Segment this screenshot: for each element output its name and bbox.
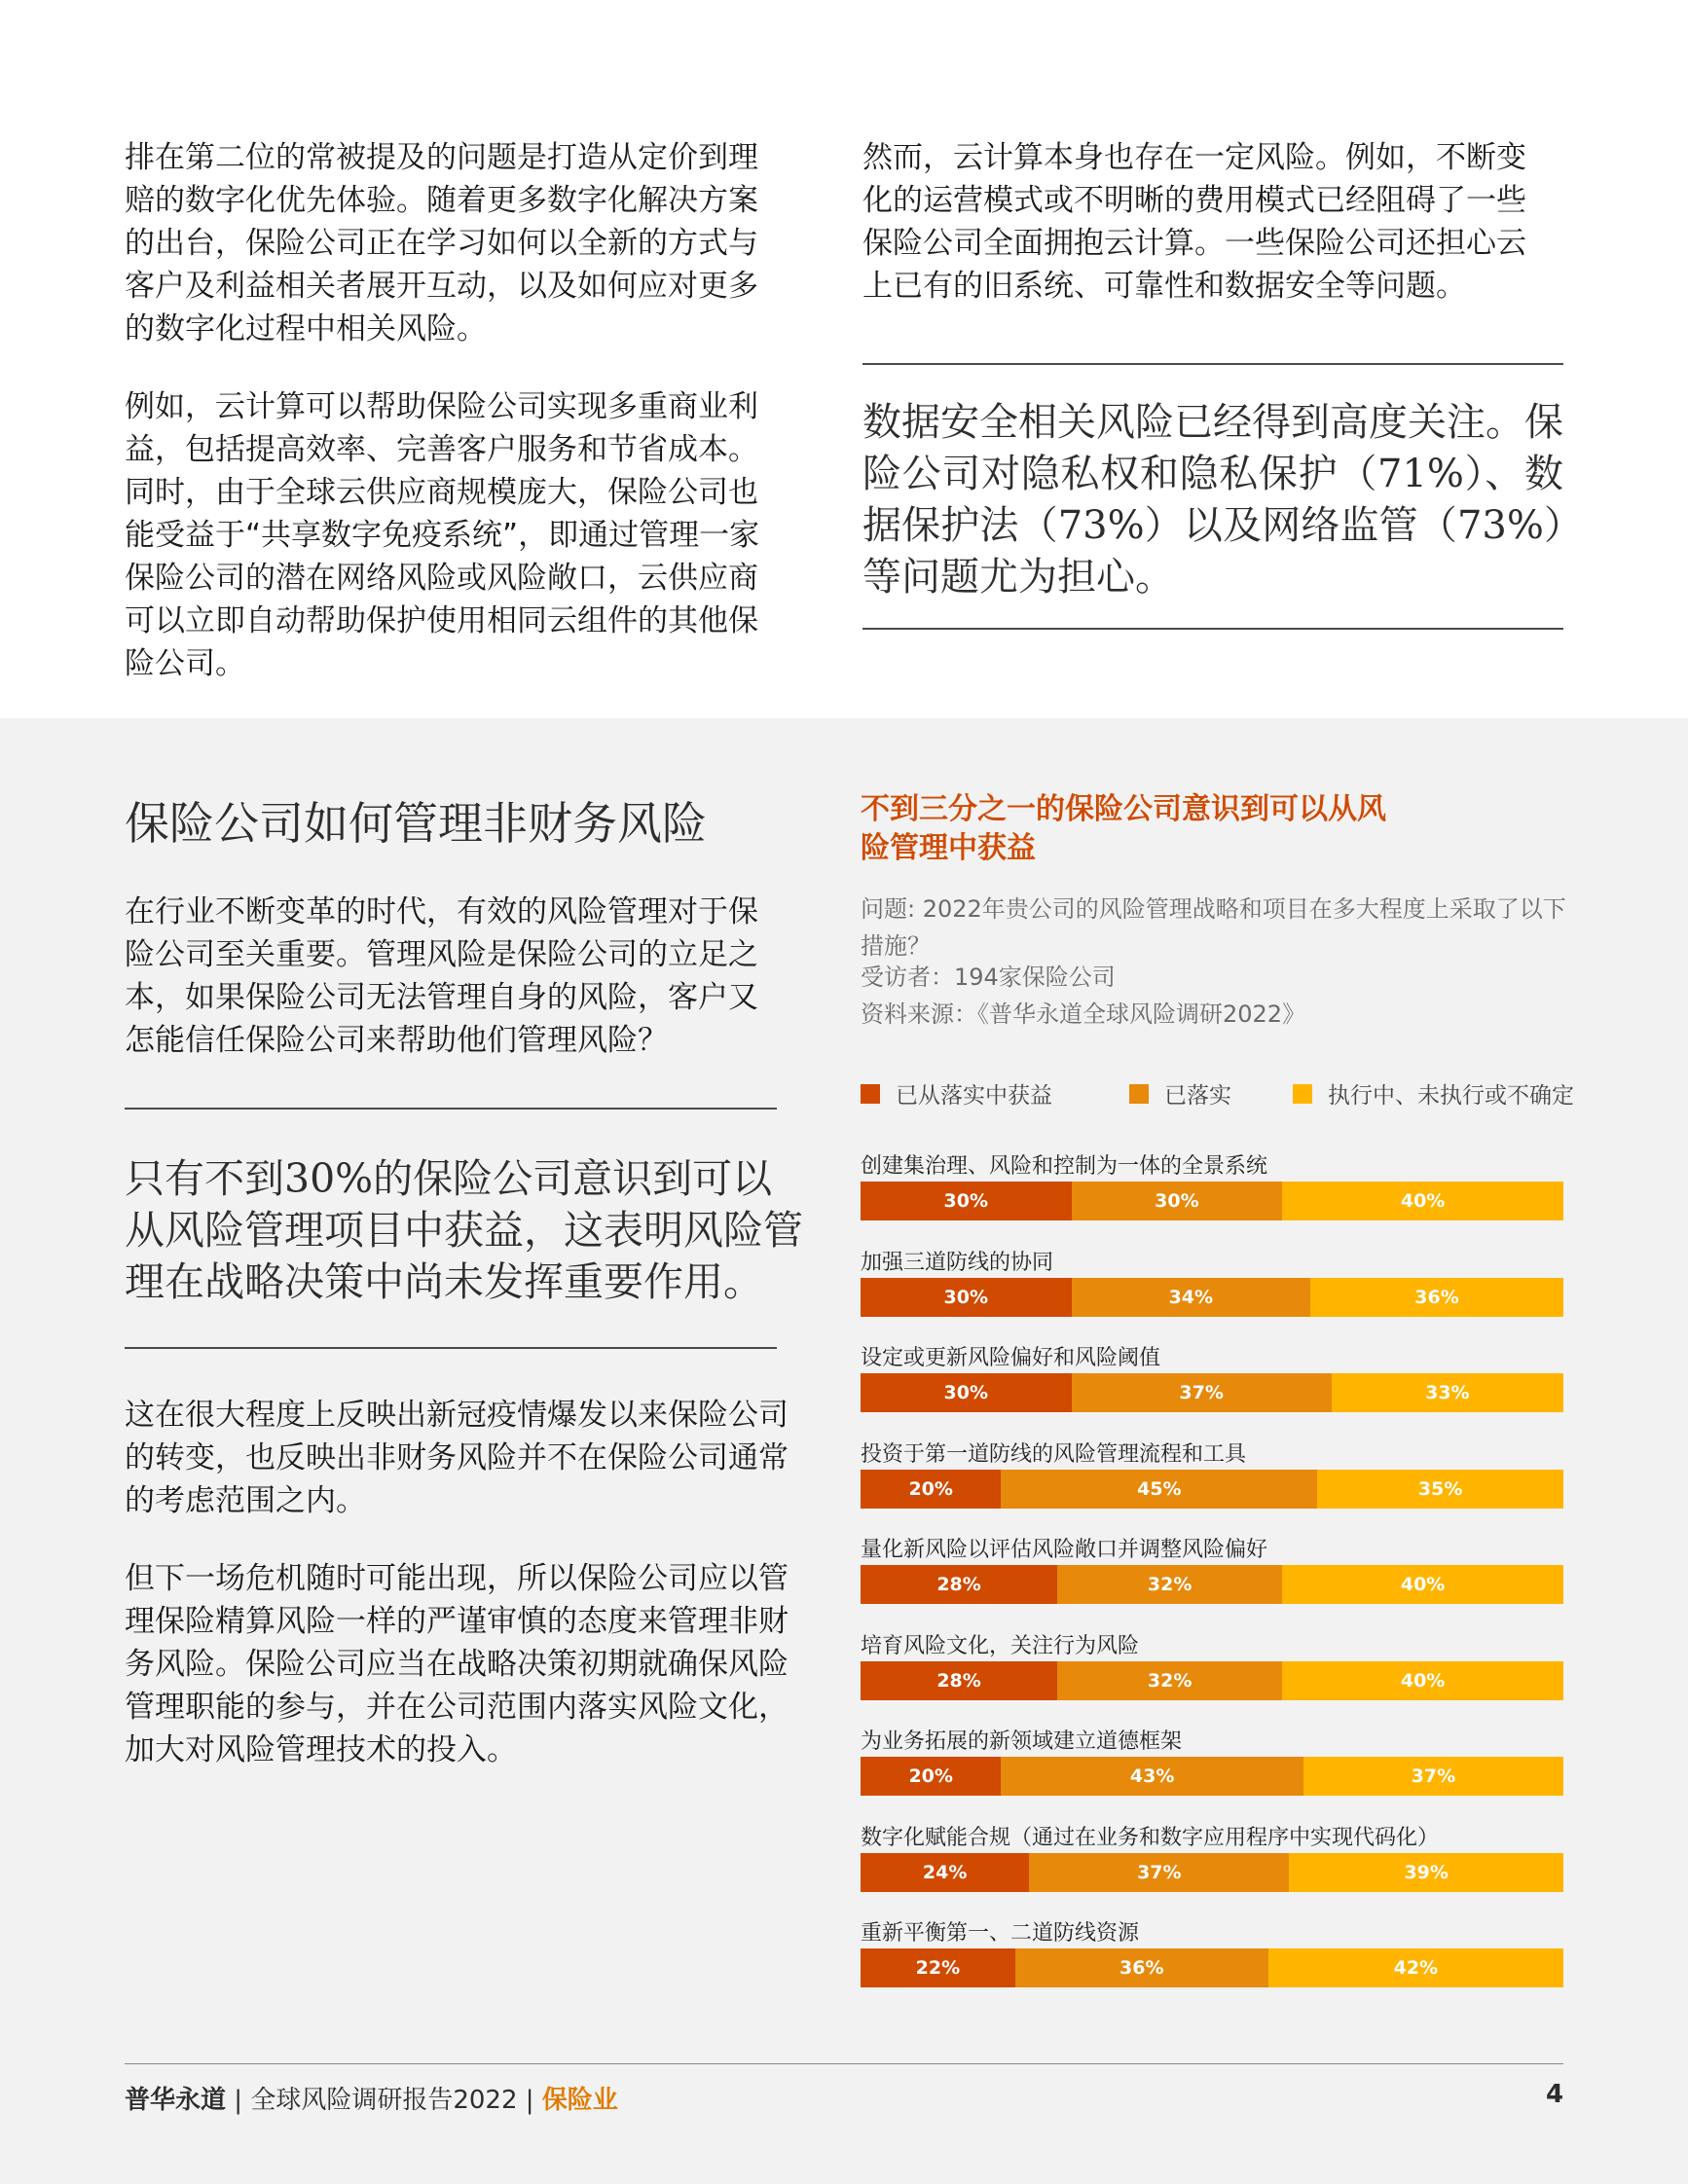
paragraph-covid-shift: 这在很大程度上反映出新冠疫情爆发以来保险公司的转变，也反映出非财务风险并不在保险公司通常的考虑范围之内。 [125, 1398, 789, 1518]
bar-segment [1282, 1661, 1563, 1700]
bar-segment [1001, 1470, 1317, 1509]
bar-value-label: 30% [1155, 1190, 1199, 1212]
bar-segment [861, 1853, 1029, 1892]
chart-respondents: 受访者：194家保险公司 [861, 964, 1116, 991]
legend-label-in-progress: 执行中、未执行或不确定 [1328, 1083, 1574, 1109]
footer-separator: | [226, 2086, 251, 2115]
bar-segment [1072, 1373, 1332, 1412]
bar-row [861, 1565, 1563, 1604]
bar-value-label: 40% [1400, 1190, 1446, 1212]
chart-source: 资料来源：《普华永道全球风险调研2022》 [861, 1001, 1306, 1028]
bar-row [861, 1373, 1563, 1412]
bar-value-label: 40% [1400, 1574, 1446, 1595]
bar-value-label: 34% [1168, 1286, 1214, 1308]
bar-value-label: 45% [1137, 1477, 1182, 1500]
bar-row [861, 1661, 1563, 1700]
bar-category-label: 培育风险文化，关注行为风险 [861, 1633, 1140, 1658]
bar-segment [1015, 1948, 1268, 1987]
bar-category-label: 量化新风险以评估风险敞口并调整风险偏好 [861, 1538, 1268, 1562]
bar-value-label: 42% [1393, 1957, 1439, 1979]
paragraph-cloud-benefits: 例如，云计算可以帮助保险公司实现多重商业利益，包括提高效率、完善客户服务和节省成本。同时，由于全球云供应商规模庞大，保险公司也能受益于“共享数字免疫系统”，即通过管理一家保险公司的潜在网络风险或风险敞口，云供应商可以立即自动帮助保护使用相同云组件的其他保险公司。 [125, 389, 760, 681]
bar-row [861, 1278, 1563, 1317]
bar-category-label: 创建集治理、风险和控制为一体的全景系统 [861, 1154, 1268, 1179]
section-paragraphs [125, 1394, 796, 1771]
bar-segment [1057, 1565, 1282, 1604]
bar-segment [1289, 1853, 1563, 1892]
bar-value-label: 36% [1119, 1957, 1164, 1979]
bar-category-label: 重新平衡第一、二道防线资源 [861, 1921, 1140, 1946]
bar-category-label: 设定或更新风险偏好和风险阈值 [861, 1346, 1161, 1370]
bar-category-label: 投资于第一道防线的风险管理流程和工具 [861, 1441, 1247, 1467]
bar-value-label: 24% [922, 1861, 968, 1883]
bar-segment [1001, 1757, 1303, 1796]
bar-value-label: 39% [1404, 1861, 1449, 1883]
footer-brand: 普华永道 [125, 2086, 227, 2115]
section-title: 保险公司如何管理非财务风险 [125, 797, 707, 850]
section-pull-quote: 只有不到30%的保险公司意识到可以从风险管理项目中获益，这表明风险管理在战略决策中尚未发挥重要作用。 [125, 1155, 803, 1305]
paragraph-next-crisis: 但下一场危机随时可能出现，所以保险公司应以管理保险精算风险一样的严谨审慎的态度来管理非财务风险。保险公司应当在战略决策初期就确保风险管理职能的参与，并在公司范围内落实风险文化，加大对风险管理技术的投入。 [125, 1561, 789, 1767]
bar-segment [861, 1373, 1072, 1412]
bar-value-label: 32% [1147, 1669, 1193, 1692]
footer-report: 全球风险调研报告2022 [250, 2086, 518, 2115]
legend-label-benefited: 已从落实中获益 [896, 1083, 1052, 1109]
bar-row [861, 1470, 1563, 1509]
bar-value-label: 30% [943, 1382, 989, 1403]
bar-value-label: 35% [1417, 1477, 1463, 1500]
bar-segment [1072, 1182, 1283, 1220]
bar-segment [861, 1278, 1072, 1317]
bar-row [861, 1948, 1563, 1987]
section-intro: 在行业不断变革的时代，有效的风险管理对于保险公司至关重要。管理风险是保险公司的立足之本，如果保险公司无法管理自身的风险，客户又怎能信任保险公司来帮助他们管理风险？ [125, 894, 758, 1058]
bar-value-label: 28% [936, 1574, 981, 1595]
bar-value-label: 37% [1137, 1861, 1182, 1883]
bar-segment [1282, 1182, 1563, 1220]
bar-row [861, 1757, 1563, 1796]
legend-swatch-benefited [861, 1084, 880, 1104]
bar-segment [1268, 1948, 1563, 1987]
bar-value-label: 20% [908, 1765, 953, 1787]
bar-segment [1072, 1278, 1310, 1317]
bar-segment [861, 1470, 1001, 1509]
bar-value-label: 37% [1179, 1382, 1224, 1403]
bar-value-label: 43% [1129, 1765, 1175, 1787]
top-right-paragraph: 然而，云计算本身也存在一定风险。例如，不断变化的运营模式或不明晰的费用模式已经阻碍了一些保险公司全面拥抱云计算。一些保险公司还担心云上已有的旧系统、可靠性和数据安全等问题。 [862, 140, 1526, 304]
bar-value-label: 40% [1400, 1669, 1446, 1692]
legend-swatch-in-progress [1293, 1084, 1312, 1104]
footer-separator: | [517, 2086, 542, 2115]
bar-value-label: 30% [943, 1286, 989, 1308]
bar-segment [861, 1661, 1057, 1700]
bar-value-label: 37% [1411, 1765, 1456, 1787]
bar-category-label: 数字化赋能合规（通过在业务和数字应用程序中实现代码化） [861, 1825, 1440, 1850]
top-right-pull-quote: 数据安全相关风险已经得到高度关注。保险公司对隐私权和隐私保护（71%）、数据保护法（73%）以及网络监管（73%）等问题尤为担心。 [862, 400, 1563, 600]
paragraph-digital-experience: 排在第二位的常被提及的问题是打造从定价到理赔的数字化优先体验。随着更多数字化解决方案的出台，保险公司正在学习如何以全新的方式与客户及利益相关者展开互动，以及如何应对更多的数字化过程中相关风险。 [125, 140, 758, 346]
bar-segment [1029, 1853, 1289, 1892]
bar-segment [1310, 1278, 1563, 1317]
bar-value-label: 20% [908, 1477, 953, 1500]
bar-segment [861, 1948, 1015, 1987]
legend-implemented [1129, 1077, 1231, 1110]
top-left-column [125, 136, 782, 685]
legend-label-implemented: 已落实 [1164, 1083, 1231, 1109]
bar-row [861, 1182, 1563, 1220]
bar-value-label: 36% [1414, 1286, 1459, 1308]
bar-segment [1332, 1373, 1563, 1412]
page-number: 4 [1546, 2080, 1564, 2109]
chart-title: 不到三分之一的保险公司意识到可以从风险管理中获益 [861, 792, 1386, 865]
bar-segment [1057, 1661, 1282, 1700]
bar-segment [861, 1182, 1072, 1220]
legend-in-progress [1293, 1077, 1574, 1110]
bar-segment [1282, 1565, 1563, 1604]
top-right-rule-upper [862, 363, 1563, 365]
footer-industry: 保险业 [541, 2086, 618, 2115]
bar-category-label: 为业务拓展的新领域建立道德框架 [861, 1729, 1183, 1754]
bar-category-label: 加强三道防线的协同 [861, 1250, 1054, 1275]
bar-value-label: 32% [1147, 1574, 1193, 1595]
bar-row [861, 1853, 1563, 1892]
bar-value-label: 28% [936, 1669, 981, 1692]
bar-segment [861, 1565, 1057, 1604]
bar-value-label: 22% [915, 1957, 961, 1979]
footer-text [125, 2080, 618, 2116]
legend-swatch-implemented [1129, 1084, 1149, 1104]
bar-segment [1317, 1470, 1563, 1509]
legend-benefited [861, 1077, 1052, 1110]
bar-value-label: 33% [1425, 1382, 1470, 1403]
bar-segment [861, 1757, 1001, 1796]
footer-rule [125, 2063, 1563, 2064]
section-rule-upper [125, 1108, 777, 1110]
bar-segment [1303, 1757, 1563, 1796]
bar-value-label: 30% [943, 1190, 989, 1212]
chart-question: 问题: 2022年贵公司的风险管理战略和项目在多大程度上采取了以下措施？ [861, 895, 1566, 960]
top-right-rule-lower [862, 628, 1563, 630]
section-rule-lower [125, 1347, 777, 1349]
